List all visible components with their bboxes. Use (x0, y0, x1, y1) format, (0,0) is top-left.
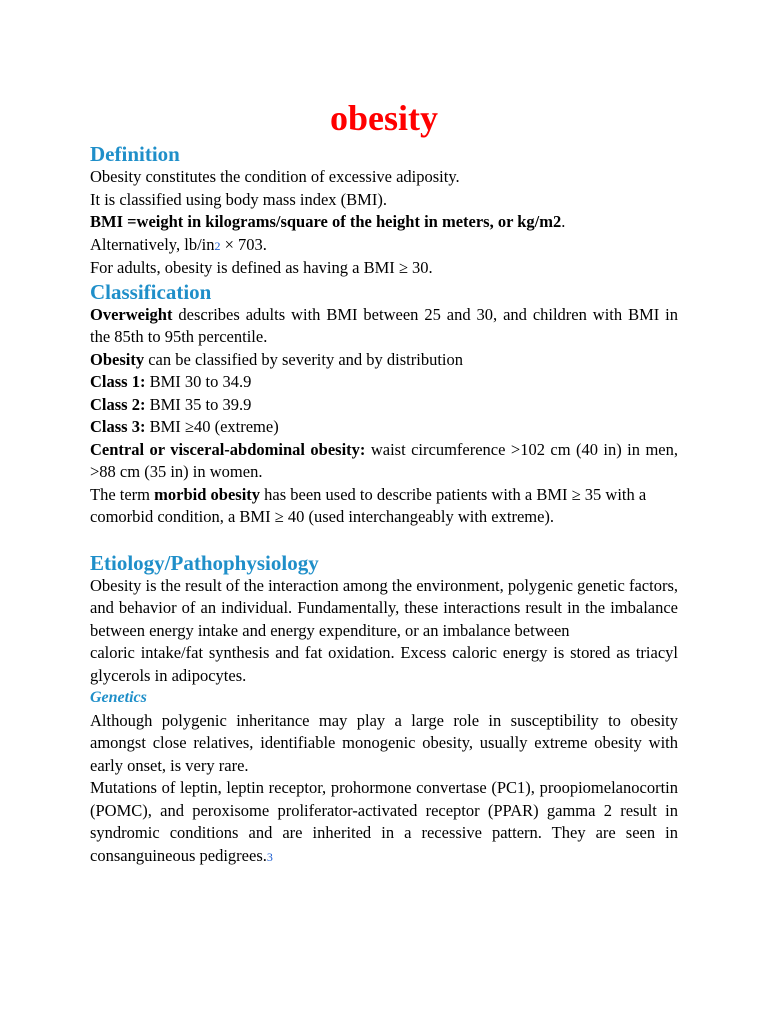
morbid-obesity-term: morbid obesity (154, 484, 261, 504)
reference-marker: 3 (266, 849, 273, 864)
genetics-paragraph-2-text: Mutations of leptin, leptin receptor, prohormone convertase (PC1), proopiomelanocortin (POMC), and peroxisome proliferator-activated receptor (PPAR) gamma 2 result in syndromic conditions and are inherited in a recessive pattern. They are seen in consanguineous pedigrees. (90, 778, 678, 865)
overweight-term: Overweight (90, 304, 173, 324)
genetics-heading: Genetics (90, 689, 147, 706)
overweight-paragraph (90, 304, 678, 349)
document-page (90, 94, 678, 868)
central-obesity-paragraph (90, 439, 678, 484)
definition-heading: Definition (90, 142, 180, 166)
morbid-prefix: The term (90, 484, 155, 504)
central-obesity-text: waist circumference >102 cm (40 in) in men, >88 cm (35 in) in women. (90, 439, 678, 481)
definition-line-2: It is classified using body mass index (BMI). (90, 189, 387, 209)
class-3-text: BMI ≥40 (extreme) (145, 417, 279, 436)
bmi-alt-prefix: Alternatively, lb/in (90, 234, 215, 254)
class-2-line (90, 394, 678, 417)
etiology-section (90, 551, 678, 869)
morbid-obesity-text: has been used to describe patients with a BMI ≥ 35 with a comorbid condition, a BMI ≥ 40 (used interchangeably with extreme). (90, 484, 647, 526)
classification-section (90, 280, 678, 529)
class-2-term: Class 2: (90, 394, 146, 414)
obesity-text: can be classified by severity and by distribution (144, 349, 464, 369)
class-1-term: Class 1: (90, 372, 146, 391)
page-title: obesity (330, 98, 438, 138)
class-1-text: BMI 30 to 34.9 (145, 372, 252, 391)
genetics-paragraph-1: Although polygenic inheritance may play a large role in susceptibility to obesity amongst close relatives, identifiable monogenic obesity, usually extreme obesity with early onset, is very rare. (90, 710, 678, 775)
etiology-paragraph-1: Obesity is the result of the interaction among the environment, polygenic genetic factors, and behavior of an individual. Fundamentally, these interactions result in the imbalance between energy intake and energy expenditure, or an imbalance between (90, 575, 678, 640)
class-1-line (90, 371, 678, 394)
classification-heading: Classification (90, 279, 212, 304)
morbid-obesity-paragraph (90, 484, 678, 529)
bmi-formula-period: . (561, 212, 566, 231)
class-3-line (90, 416, 678, 439)
bmi-formula-bold: BMI =weight in kilograms/square of the height in meters, or kg/m2 (90, 212, 562, 231)
adult-obesity-definition: For adults, obesity is defined as having a BMI ≥ 30. (90, 258, 433, 277)
bmi-alternative (90, 234, 678, 258)
overweight-text: describes adults with BMI between 25 and 30, and children with BMI in the 85th to 95th percentile. (90, 304, 678, 346)
definition-line-1: Obesity constitutes the condition of excessive adiposity. (90, 167, 460, 186)
genetics-paragraph-2 (90, 777, 678, 868)
etiology-heading: Etiology/Pathophysiology (90, 550, 319, 575)
section-spacer (90, 529, 678, 551)
bmi-formula (90, 211, 678, 234)
central-obesity-term: Central or visceral-abdominal obesity: (90, 439, 366, 459)
class-2-text: BMI 35 to 39.9 (145, 394, 252, 414)
bmi-alt-suffix: × 703. (220, 234, 267, 254)
definition-section (90, 142, 678, 280)
class-3-term: Class 3: (90, 417, 146, 436)
etiology-paragraph-2: caloric intake/fat synthesis and fat oxidation. Excess caloric energy is stored as triacyl glycerols in adipocytes. (90, 643, 678, 685)
obesity-classification-line (90, 349, 678, 372)
bmi-alt-superscript: 2 (214, 238, 221, 253)
obesity-term: Obesity (90, 349, 145, 369)
